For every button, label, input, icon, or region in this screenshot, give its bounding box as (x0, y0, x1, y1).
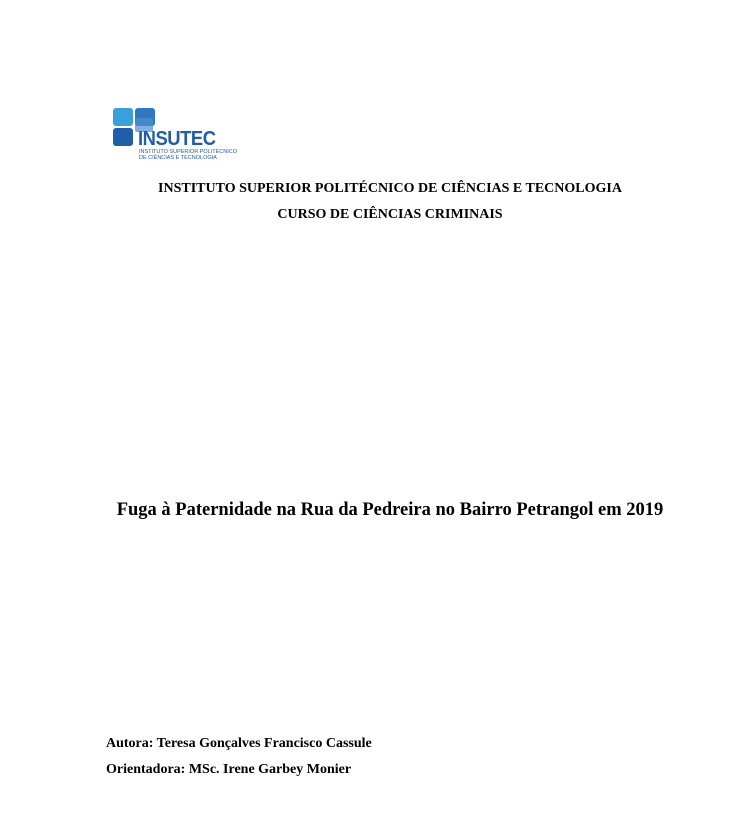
logo-subtitle-line2: DE CIÊNCIAS E TECNOLOGIA (139, 155, 217, 161)
logo-name: INSUTEC (138, 128, 216, 150)
institution-name: INSTITUTO SUPERIOR POLITÉCNICO DE CIÊNCIAS E TECNOLOGIA (158, 181, 622, 196)
logo-subtitle (139, 149, 237, 161)
course-name: CURSO DE CIÊNCIAS CRIMINAIS (277, 207, 503, 222)
insutec-logo (113, 108, 263, 166)
author-line: Autora: Teresa Gonçalves Francisco Cassule (106, 736, 372, 751)
advisor-line: Orientadora: MSc. Irene Garbey Monier (106, 762, 352, 777)
document-title: Fuga à Paternidade na Rua da Pedreira no Bairro Petrangol em 2019 (116, 500, 664, 520)
logo-subtitle-line1: INSTITUTO SUPERIOR POLITÉCNICO (139, 149, 237, 155)
